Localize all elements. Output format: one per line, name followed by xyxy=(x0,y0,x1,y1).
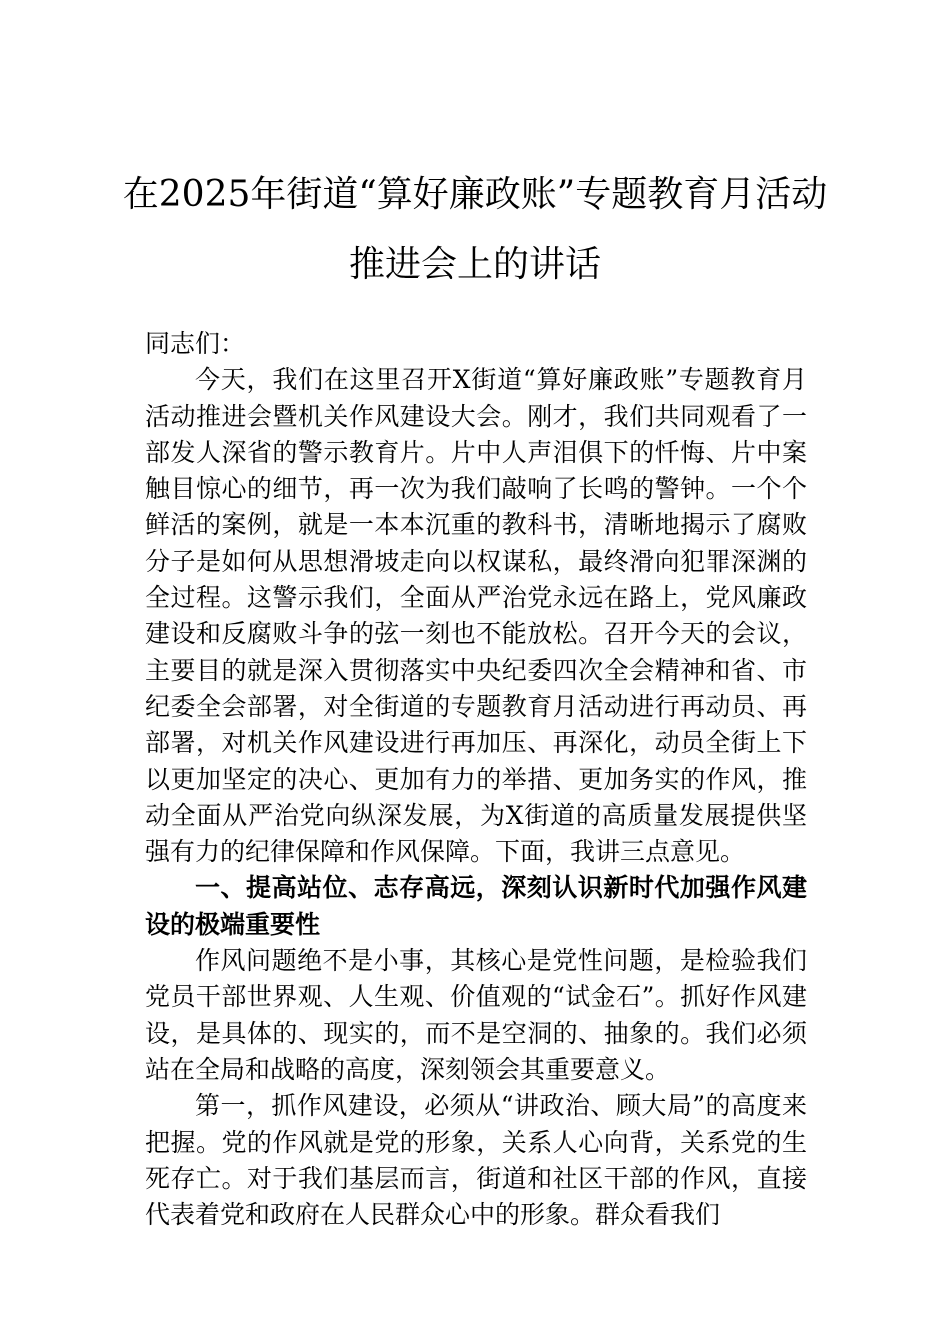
body-paragraph-intro: 今天，我们在这里召开X街道“算好廉政账”专题教育月活动推进会暨机关作风建设大会。刚才，我们共同观看了一部发人深省的警示教育片。片中人声泪俱下的忏悔、片中案触目惊心的细节，再一次为我们敲响了长鸣的警钟。一个个鲜活的案例，就是一本本沉重的教科书，清晰地揭示了腐败分子是如何从思想滑坡走向以权谋私，最终滑向犯罪深渊的全过程。这警示我们，全面从严治党永远在路上，党风廉政建设和反腐败斗争的弦一刻也不能放松。召开今天的会议，主要目的就是深入贯彻落实中央纪委四次全会精神和省、市纪委全会部署，对全街道的专题教育月活动进行再动员、再部署，对机关作风建设进行再加压、再深化，动员全街上下以更加坚定的决心、更加有力的举措、更加务实的作风，推动全面从严治党向纵深发展，为X街道的高质量发展提供坚强有力的纪律保障和作风保障。下面，我讲三点意见。 xyxy=(145,365,807,867)
body-paragraph-section1: 作风问题绝不是小事，其核心是党性问题，是检验我们党员干部世界观、人生观、价值观的“试金石”。抓好作风建设，是具体的、现实的，而不是空洞的、抽象的。我们必须站在全局和战略的高度，深刻领会其重要意义。 xyxy=(145,946,807,1084)
body-paragraph-point1: 第一，抓作风建设，必须从“讲政治、顾大局”的高度来把握。党的作风就是党的形象，关系人心向背，关系党的生死存亡。对于我们基层而言，街道和社区干部的作风，直接代表着党和政府在人民群众心中的形象。群众看我们 xyxy=(145,1091,807,1230)
document-body xyxy=(145,326,807,1233)
page-title: 在2025年街道“算好廉政账”专题教育月活动推进会上的讲话 xyxy=(122,174,828,285)
section-heading-1: 一、提高站位、志存高远，深刻认识新时代加强作风建设的极端重要性 xyxy=(145,873,807,939)
salutation: 同志们： xyxy=(145,329,246,358)
